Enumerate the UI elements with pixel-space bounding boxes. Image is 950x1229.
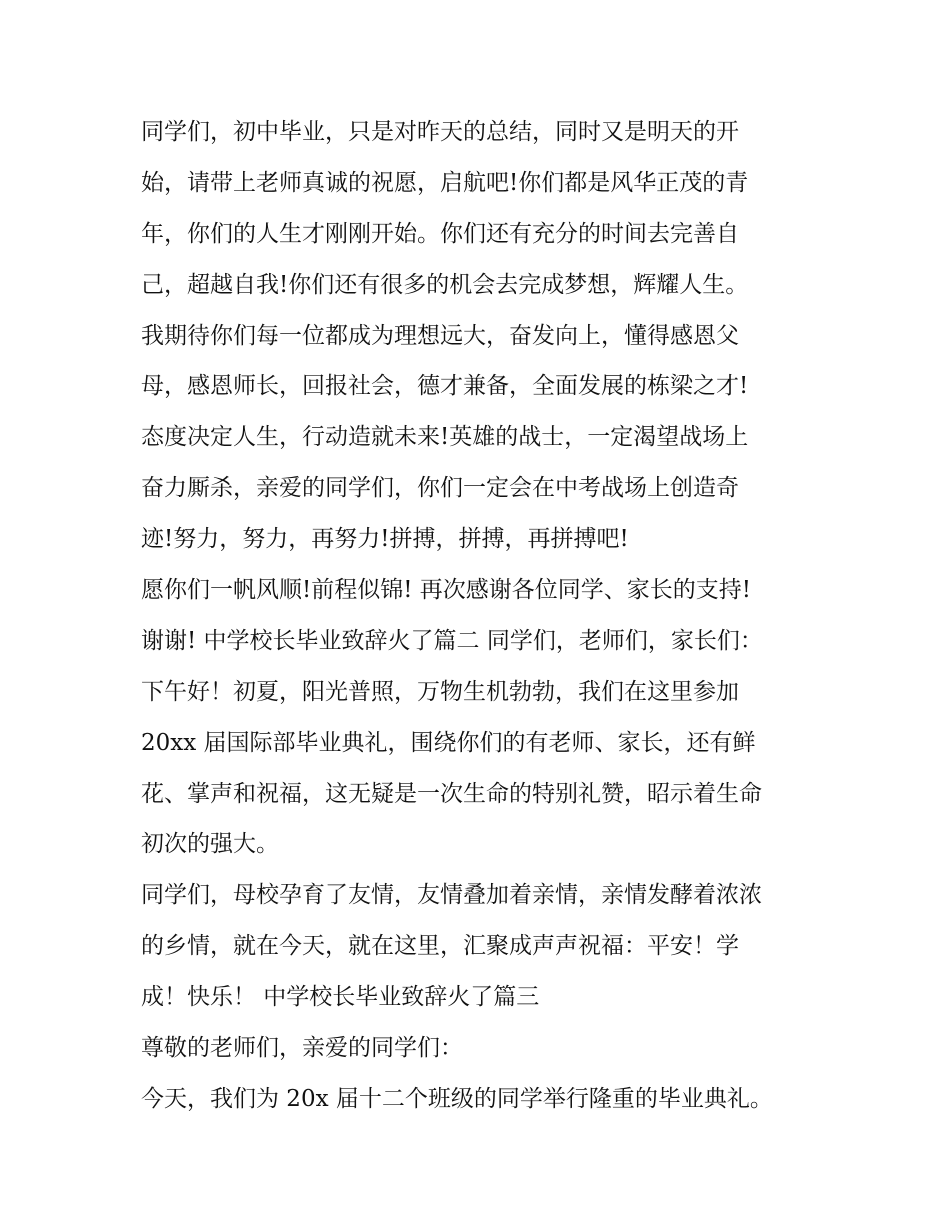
text-line: 同学们，母校孕育了友情，友情叠加着亲情，亲情发酵着浓浓 [141, 882, 762, 909]
text-line: 下午好！初夏，阳光普照，万物生机勃勃，我们在这里参加 [141, 678, 739, 705]
text-line: 年，你们的人生才刚刚开始。你们还有充分的时间去完善自 [141, 220, 739, 247]
text-line: 花、掌声和祝福，这无疑是一次生命的特别礼赞，昭示着生命 [141, 780, 762, 807]
text-line: 今天，我们为 20x 届十二个班级的同学举行隆重的毕业典礼。 [141, 1085, 773, 1112]
text-line: 我期待你们每一位都成为理想远大，奋发向上，懂得感恩父 [141, 322, 739, 349]
text-line: 尊敬的老师们，亲爱的同学们： [141, 1035, 463, 1062]
text-line: 同学们，初中毕业，只是对昨天的总结，同时又是明天的开 [141, 119, 739, 145]
text-line: 的乡情，就在今天，就在这里，汇聚成声声祝福：平安！学 [141, 933, 739, 960]
text-line: 奋力厮杀，亲爱的同学们，你们一定会在中考战场上创造奇 [141, 475, 739, 502]
text-line: 20xx 届国际部毕业典礼，围绕你们的有老师、家长，还有鲜 [141, 729, 756, 756]
text-line: 母，感恩师长，回报社会，德才兼备，全面发展的栋梁之才! [141, 373, 749, 400]
text-line: 迹!努力，努力，再努力!拼搏，拼搏，再拼搏吧! [141, 526, 629, 553]
text-line: 愿你们一帆风顺!前程似锦! 再次感谢各位同学、家长的支持! [141, 577, 752, 604]
text-line: 谢谢! 中学校长毕业致辞火了篇二 同学们，老师们，家长们： [141, 627, 763, 654]
text-line: 初次的强大。 [141, 831, 279, 858]
text-line: 态度决定人生，行动造就未来!英雄的战士，一定渴望战场上 [141, 424, 749, 451]
text-line: 己，超越自我!你们还有很多的机会去完成梦想，辉耀人生。 [141, 271, 749, 298]
text-line: 始，请带上老师真诚的祝愿，启航吧!你们都是风华正茂的青 [141, 169, 749, 196]
text-line: 成！快乐！ 中学校长毕业致辞火了篇三 [141, 984, 540, 1011]
document-body [141, 107, 821, 1125]
